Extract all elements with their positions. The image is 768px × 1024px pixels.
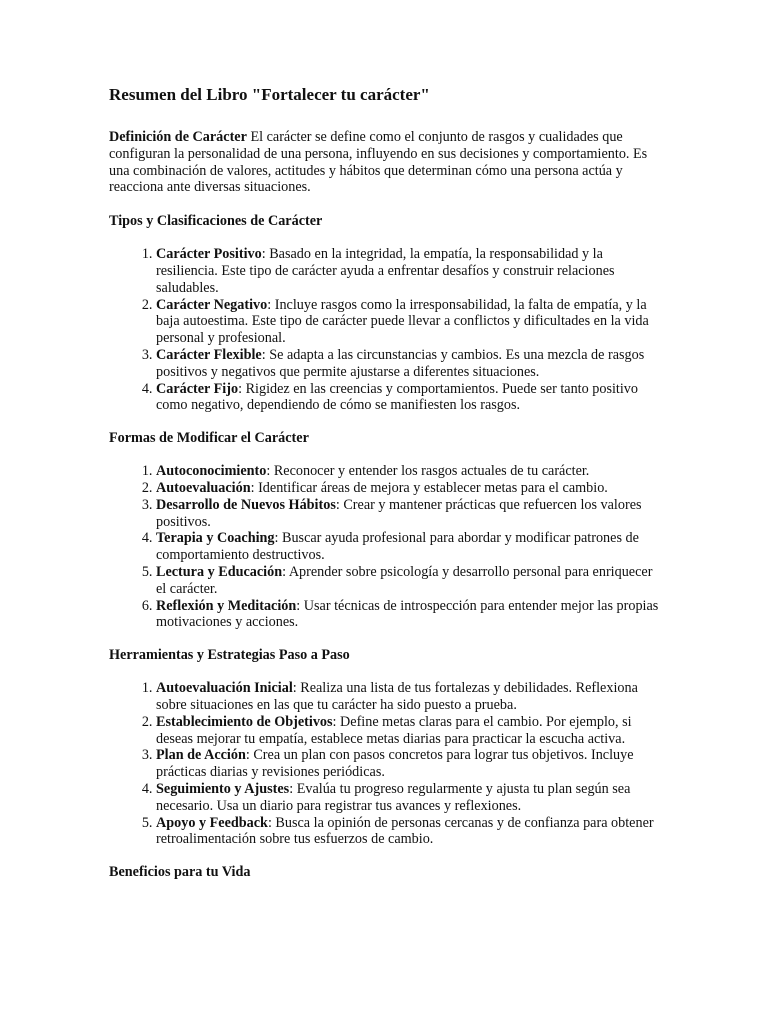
document-body [109,84,659,897]
item-text: : Incluye rasgos como la irresponsabilidad, la falta de empatía, y la baja autoestima. Este tipo de carácter puede llevar a conflictos y dificultades en la vida personal y profesional. [156,296,649,347]
item-text: : Crear y mantener prácticas que refuercen los valores positivos. [156,496,642,530]
list-item [156,781,659,815]
list-item [156,297,659,347]
item-term: Autoevaluación Inicial [156,680,293,697]
item-term: Terapia y Coaching [156,530,275,547]
item-text: : Reconocer y entender los rasgos actuales de tu carácter. [266,463,590,480]
item-text: : Rigidez en las creencias y comportamientos. Puede ser tanto positivo como negativo, dependiendo de cómo se manifiesten los rasgos. [156,380,638,414]
item-text: : Se adapta a las circunstancias y cambios. Es una mezcla de rasgos positivos y negativos que permite ajustarse a diferentes situaciones. [156,346,645,380]
item-text: : Aprender sobre psicología y desarrollo personal para enriquecer el carácter. [156,563,653,597]
item-text: : Busca la opinión de personas cercanas y de confianza para obtener retroalimentación sobre tus esfuerzos de cambio. [156,814,654,848]
section-heading-tipos: Tipos y Clasificaciones de Carácter [109,213,323,230]
item-term: Carácter Negativo [156,296,268,313]
item-text: : Basado en la integridad, la empatía, la responsabilidad y la resiliencia. Este tipo de carácter ayuda a enfrentar desafíos y construir relaciones saludables. [156,246,615,296]
list-item [156,747,659,781]
item-text: : Buscar ayuda profesional para abordar y modificar patrones de comportamiento destructivos. [156,530,639,564]
item-text: : Evalúa tu progreso regularmente y ajusta tu plan según sea necesario. Usa un diario para registrar tus avances y reflexiones. [156,780,631,814]
definition-paragraph [109,129,659,196]
item-text: : Usar técnicas de introspección para entender mejor las propias motivaciones y acciones. [156,597,659,631]
item-text: : Identificar áreas de mejora y establecer metas para el cambio. [250,479,608,496]
item-term: Carácter Positivo [156,246,262,263]
list-item [156,347,659,381]
list-item [156,480,659,497]
list-item [156,714,659,748]
item-term: Seguimiento y Ajustes [156,780,290,797]
definition-text: El carácter se define como el conjunto de rasgos y cualidades que configuran la personalidad de una persona, influyendo en sus decisiones y comportamiento. Es una combinación de valores, actitudes y hábitos que determinan cómo una persona actúa y reacciona ante diversas situaciones. [109,129,648,196]
item-term: Lectura y Educación [156,563,283,580]
item-text: : Crea un plan con pasos concretos para lograr tus objetivos. Incluye prácticas diarias y revisiones periódicas. [156,747,634,781]
item-term: Autoconocimiento [156,463,267,480]
item-text: : Realiza una lista de tus fortalezas y debilidades. Reflexiona sobre situaciones en las que tu carácter ha sido puesto a prueba. [156,680,638,713]
item-term: Carácter Fijo [156,380,239,397]
item-term: Autoevaluación [156,479,251,496]
item-text: : Define metas claras para el cambio. Por ejemplo, si deseas mejorar tu empatía, establece metas diarias para practicar la escucha activa. [156,713,632,747]
list-formas [109,463,659,631]
section-heading-formas: Formas de Modificar el Carácter [109,430,309,447]
section-heading-herramientas: Herramientas y Estrategias Paso a Paso [109,647,350,664]
list-item [156,497,659,531]
list-item [156,815,659,849]
list-item [156,530,659,564]
list-item [156,680,659,714]
list-tipos [109,246,659,414]
list-item [156,463,659,480]
item-term: Desarrollo de Nuevos Hábitos [156,496,336,513]
list-item [156,598,659,632]
list-item [156,246,659,296]
item-term: Plan de Acción [156,747,246,764]
list-item [156,381,659,415]
document-title: Resumen del Libro "Fortalecer tu carácter" [109,85,430,104]
item-term: Reflexión y Meditación [156,597,297,614]
item-term: Carácter Flexible [156,346,262,363]
section-heading-beneficios: Beneficios para tu Vida [109,864,251,881]
item-term: Apoyo y Feedback [156,814,268,831]
list-item [156,564,659,598]
definition-term: Definición de Carácter [109,129,247,145]
list-herramientas [109,680,659,848]
item-term: Establecimiento de Objetivos [156,713,333,730]
